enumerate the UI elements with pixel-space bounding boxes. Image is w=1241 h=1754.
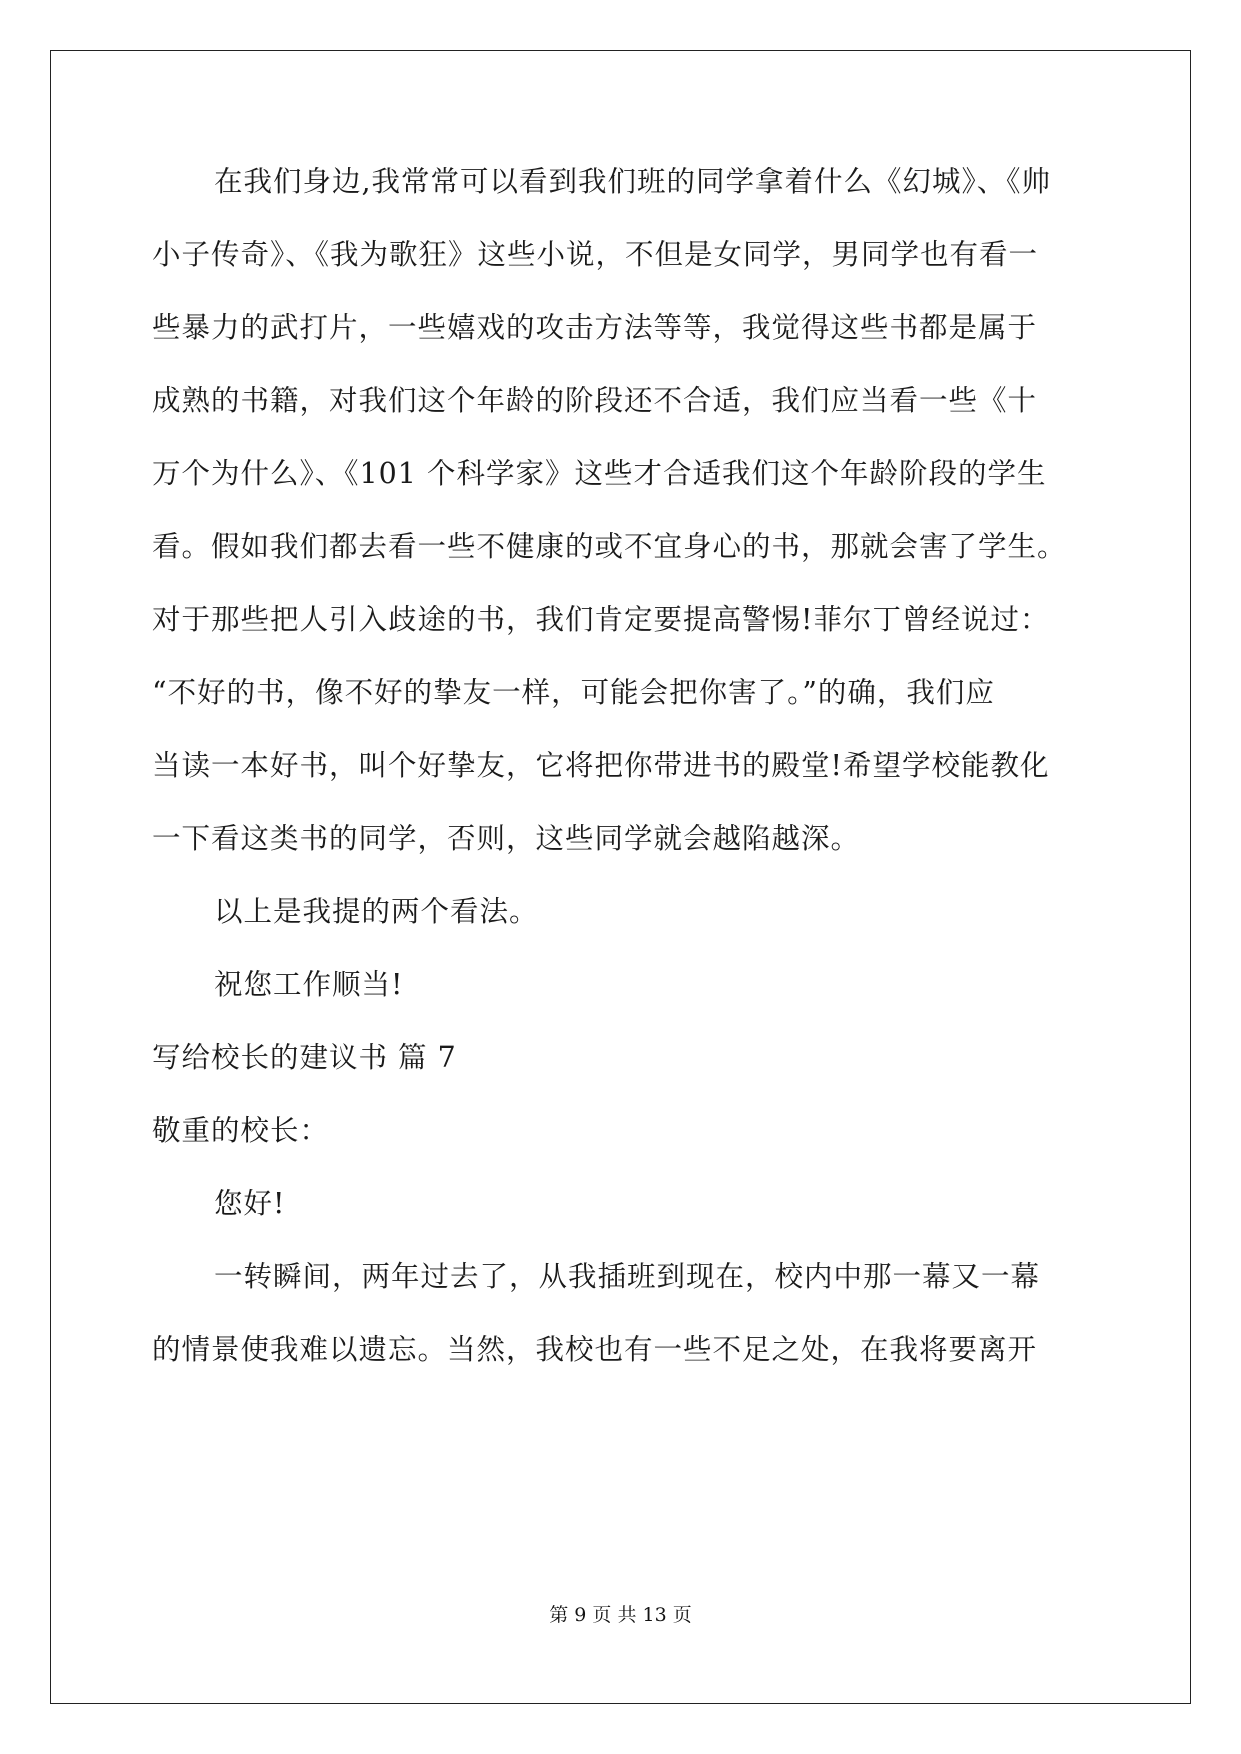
paragraph-line: 对于那些把人引入歧途的书，我们肯定要提高警惕!菲尔丁曾经说过： xyxy=(152,603,1050,636)
paragraph-line: 成熟的书籍，对我们这个年龄的阶段还不合适，我们应当看一些《十 xyxy=(152,384,1038,417)
paragraph-line: 小子传奇》、《我为歌狂》这些小说，不但是女同学，男同学也有看一 xyxy=(152,238,1039,271)
page-number: 第 9 页 共 13 页 xyxy=(549,1604,692,1626)
paragraph-line: 当读一本好书，叫个好挚友，它将把你带进书的殿堂!希望学校能教化 xyxy=(152,749,1050,782)
salutation: 敬重的校长： xyxy=(152,1114,330,1147)
paragraph-line: 万个为什么》、《101 个科学家》这些才合适我们这个年龄阶段的学生 xyxy=(152,457,1047,490)
paragraph-line: 在我们身边,我常常可以看到我们班的同学拿着什么《幻城》、《帅 xyxy=(214,165,1052,198)
paragraph-line: 一转瞬间，两年过去了，从我插班到现在，校内中那一幕又一幕 xyxy=(214,1260,1041,1293)
paragraph-line: 以上是我提的两个看法。 xyxy=(214,895,539,928)
paragraph-line: “不好的书，像不好的挚友一样，可能会把你害了。”的确，我们应 xyxy=(152,676,995,709)
closing-line: 祝您工作顺当! xyxy=(214,968,404,1001)
paragraph-line: 一下看这类书的同学，否则，这些同学就会越陷越深。 xyxy=(152,822,861,855)
paragraph-line: 的情景使我难以遗忘。当然，我校也有一些不足之处，在我将要离开 xyxy=(152,1333,1038,1366)
paragraph-line: 看。假如我们都去看一些不健康的或不宜身心的书，那就会害了学生。 xyxy=(152,530,1067,563)
paragraph-line: 些暴力的武打片，一些嬉戏的攻击方法等等，我觉得这些书都是属于 xyxy=(152,311,1038,344)
greeting: 您好! xyxy=(214,1187,286,1220)
section-heading: 写给校长的建议书 篇 7 xyxy=(152,1041,457,1074)
page-border xyxy=(50,50,1191,1704)
